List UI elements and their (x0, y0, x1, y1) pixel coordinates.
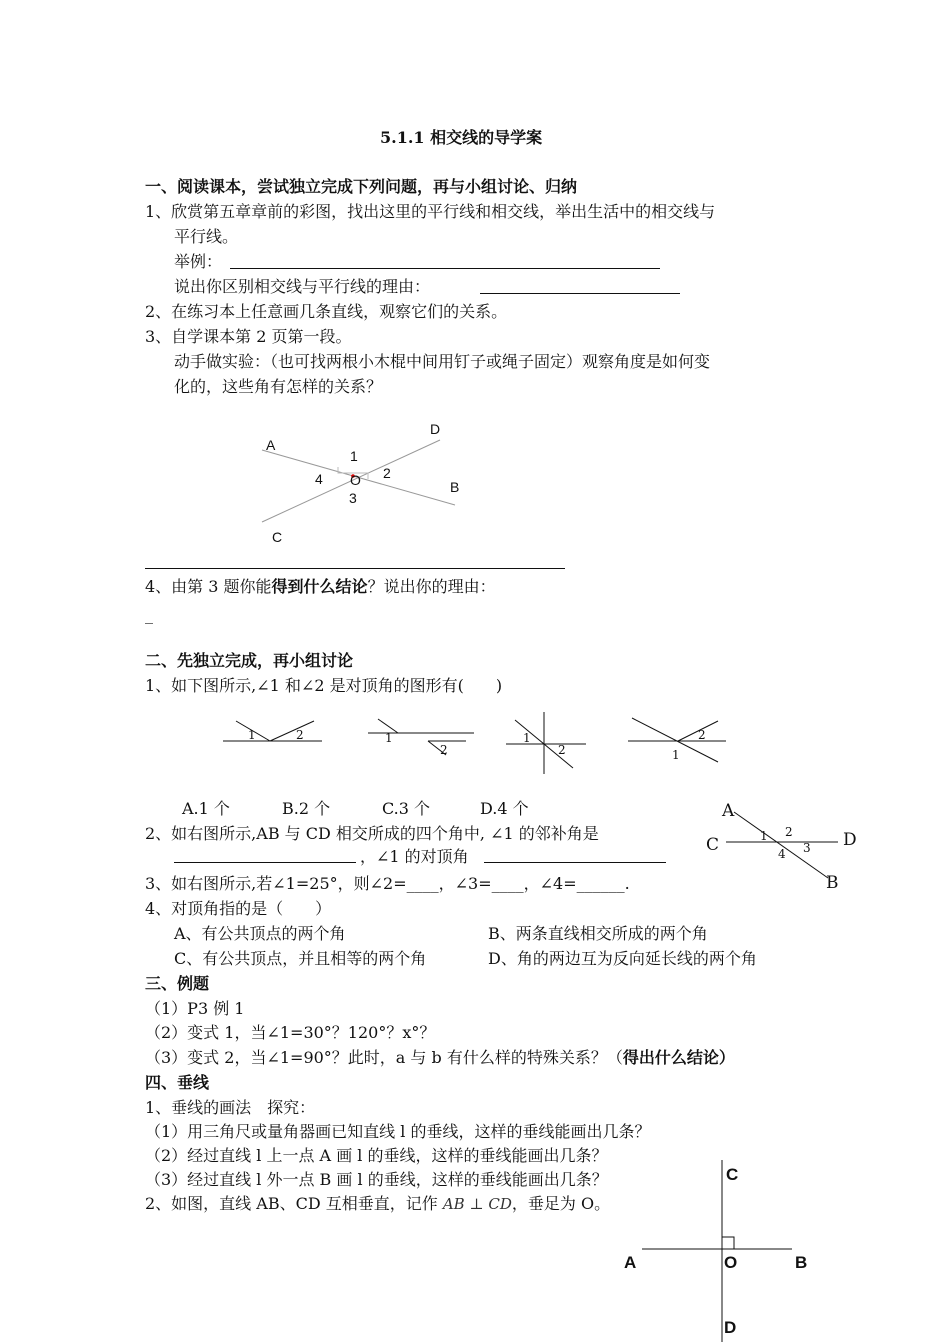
s4-p1: 1、垂线的画法 探究： (145, 1098, 316, 1117)
s2-q2-mid: ，∠1 的对顶角 (360, 847, 469, 866)
s1-q2: 2、在练习本上任意画几条直线，观察它们的关系。 (145, 302, 508, 321)
angle-3-label: 3 (349, 490, 357, 506)
fig1-angle-2: 2 (296, 728, 304, 742)
right-fig-label-C: C (706, 835, 720, 855)
s1-q4-post: ？说出你的理由： (367, 577, 496, 596)
s2-q4-option-C: C、有公共顶点，并且相等的两个角 (174, 949, 427, 968)
s2-q3: 3、如右图所示,若∠1=25°，则∠2=____，∠3=____，∠4=______. (145, 874, 630, 893)
s4-p2 (145, 1193, 610, 1215)
s3-ex3 (145, 1047, 735, 1069)
perp-label-C: C (726, 1165, 739, 1184)
s2-q4-option-B: B、两条直线相交所成的两个角 (488, 924, 708, 943)
angle-figures-row (218, 712, 738, 778)
q2-answer-line-1 (174, 862, 356, 863)
section-3-heading: 三、例题 (145, 974, 210, 993)
perp-label-B: B (795, 1253, 808, 1272)
right-fig-angle-4: 4 (778, 847, 786, 861)
intersecting-lines-figure (240, 410, 480, 560)
right-fig-angle-2: 2 (785, 825, 793, 839)
label-O: O (350, 472, 361, 488)
s4-p1-1: （1）用三角尺或量角器画已知直线 l 的垂线，这样的垂线能画出几条？ (145, 1122, 651, 1141)
fig3-angle-1: 1 (523, 731, 531, 745)
fig4-angle-1: 1 (672, 748, 680, 762)
s1-q4-pre: 4、由第 3 题你能 (145, 577, 272, 596)
s1-q4 (145, 576, 496, 598)
divider-line (145, 568, 565, 569)
right-fig-label-B: B (826, 873, 839, 893)
s2-q2-line1: 2、如右图所示,AB 与 CD 相交所成的四个角中, ∠1 的邻补角是 (145, 824, 599, 843)
section-4-heading: 四、垂线 (145, 1073, 210, 1092)
s4-p2-post: ，垂足为 O。 (511, 1194, 611, 1213)
label-B: B (450, 479, 460, 495)
ab-cd-intersection-figure (700, 796, 865, 896)
angle-4-label: 4 (315, 471, 323, 487)
s4-p2-pre: 2、如图，直线 AB、CD 互相垂直，记作 (145, 1194, 438, 1213)
s2-q4-option-D: D、角的两边互为反向延长线的两个角 (488, 949, 757, 968)
s1-q4-answer-dash: _ (145, 605, 153, 624)
fig2-angle-1: 1 (385, 731, 393, 745)
s3-ex1: （1）P3 例 1 (145, 999, 245, 1018)
s2-q4: 4、对顶角指的是（ ） (145, 899, 332, 918)
s4-p1-3: （3）经过直线 l 外一点 B 画 l 的垂线，这样的垂线能画出几条？ (145, 1170, 608, 1189)
s1-q4-bold: 得到什么结论 (271, 577, 368, 596)
label-D: D (430, 421, 441, 437)
fig1-angle-1: 1 (248, 728, 256, 742)
s3-ex2: （2）变式 1，当∠1=30°？120°？x°？ (145, 1023, 436, 1042)
s1-q1-line1: 1、欣赏第五章章前的彩图，找出这里的平行线和相交线，举出生活中的相交线与 (145, 202, 716, 221)
q2-answer-line-2 (484, 862, 666, 863)
s2-q4-option-A: A、有公共顶点的两个角 (174, 924, 346, 943)
s1-q1-line2: 平行线。 (174, 227, 239, 246)
perpendicular-notation: AB ⊥ CD (442, 1195, 512, 1213)
section-2-heading: 二、先独立完成，再小组讨论 (145, 651, 354, 670)
right-fig-label-D: D (843, 830, 857, 850)
s2-q1: 1、如下图所示,∠1 和∠2 是对顶角的图形有( ) (145, 676, 503, 695)
label-C: C (272, 529, 283, 545)
s1-q3-exp2: 化的，这些角有怎样的关系？ (174, 377, 383, 396)
s1-q1-reason: 说出你区别相交线与平行线的理由： (174, 277, 431, 296)
perpendicular-figure (612, 1160, 822, 1342)
fig3-angle-2: 2 (558, 743, 566, 757)
perp-label-D: D (724, 1318, 737, 1337)
s1-q3-exp1: 动手做实验：（也可找两根小木棍中间用钉子或绳子固定）观察角度是如何变 (174, 352, 711, 371)
perp-label-A: A (624, 1253, 637, 1272)
option-A: A.1 个 (182, 799, 230, 818)
label-A: A (266, 437, 276, 453)
page-title: 5.1.1 相交线的导学案 (380, 128, 543, 147)
s1-q1-example: 举例： (174, 252, 223, 271)
angle-2-label: 2 (383, 465, 391, 481)
angle-1-label: 1 (350, 448, 358, 464)
right-fig-angle-3: 3 (803, 841, 811, 855)
reason-answer-line (480, 293, 680, 294)
fig2-angle-2: 2 (440, 743, 448, 757)
option-D: D.4 个 (480, 799, 529, 818)
s1-q3: 3、自学课本第 2 页第一段。 (145, 327, 352, 346)
section-1-heading: 一、阅读课本，尝试独立完成下列问题，再与小组讨论、归纳 (145, 177, 578, 196)
s4-p1-2: （2）经过直线 l 上一点 A 画 l 的垂线，这样的垂线能画出几条？ (145, 1146, 608, 1165)
s3-ex3-bold: 得出什么结论） (622, 1048, 735, 1067)
fig4-angle-2: 2 (698, 728, 706, 742)
option-B: B.2 个 (282, 799, 331, 818)
right-fig-angle-1: 1 (760, 829, 768, 843)
right-fig-label-A: A (722, 801, 735, 821)
perp-label-O: O (724, 1253, 738, 1272)
s3-ex3-pre: （3）变式 2，当∠1=90°？此时，a 与 b 有什么样的特殊关系？（ (145, 1048, 623, 1067)
example-answer-line (230, 268, 660, 269)
option-C: C.3 个 (382, 799, 431, 818)
